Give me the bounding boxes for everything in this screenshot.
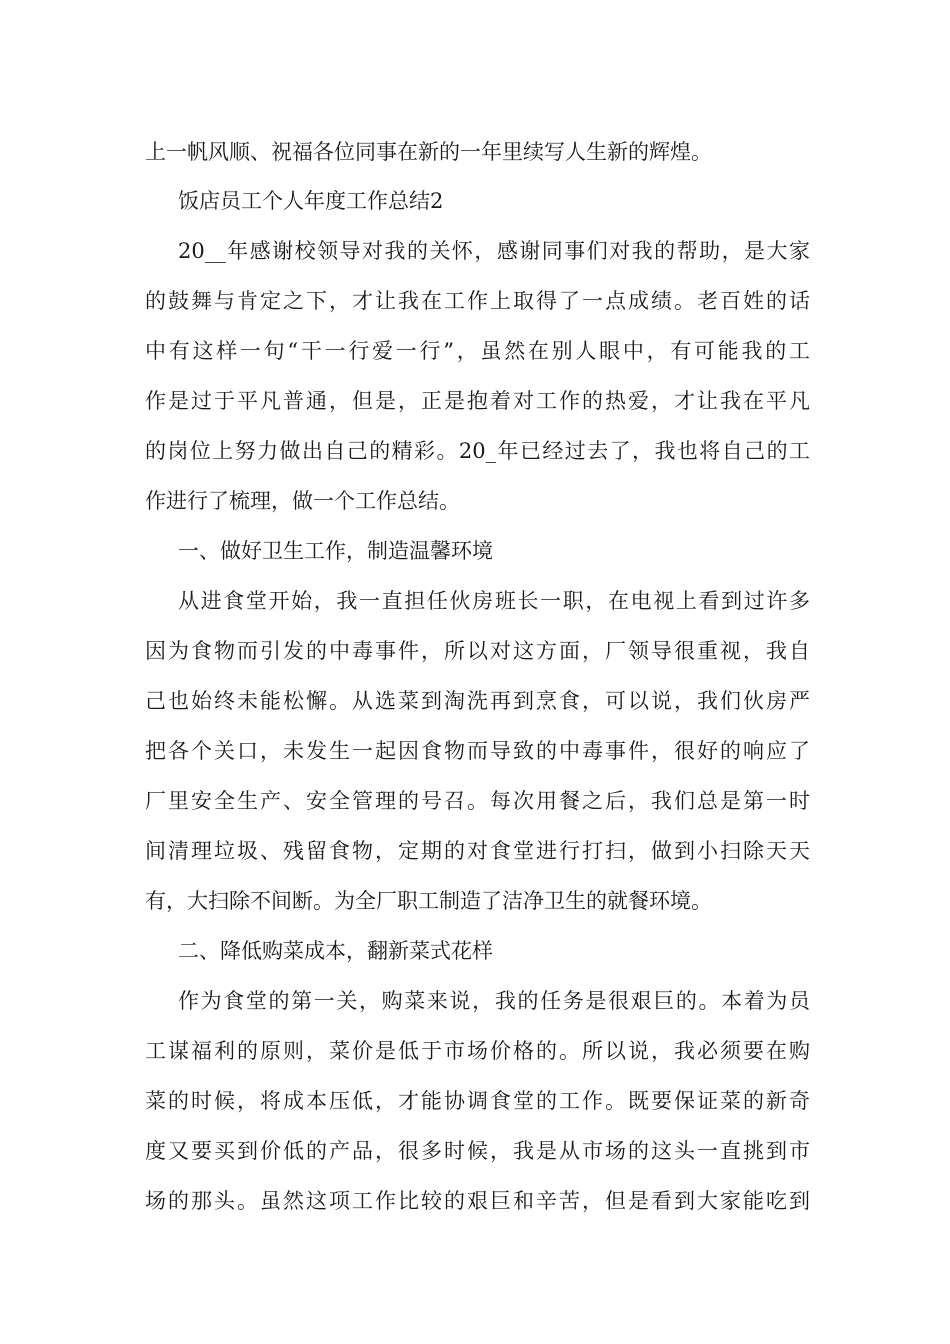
text-line: 作进行了梳理，做一个工作总结。: [145, 489, 460, 513]
text-line: 度又要买到价低的产品，很多时候，我是从市场的这头一直挑到市: [145, 1139, 810, 1163]
text-line: 的鼓舞与肯定之下，才让我在工作上取得了一点成绩。老百姓的话: [145, 289, 810, 313]
text-line: 己也始终未能松懈。从选菜到淘洗再到烹食，可以说，我们伙房严: [145, 689, 810, 713]
text-line: 场的那头。虽然这项工作比较的艰巨和辛苦，但是看到大家能吃到: [145, 1189, 810, 1213]
text-line: 把各个关口，未发生一起因食物而导致的中毒事件，很好的响应了: [145, 739, 810, 763]
text-line: 从进食堂开始，我一直担任伙房班长一职，在电视上看到过许多: [178, 589, 810, 613]
section-heading: 一、做好卫生工作，制造温馨环境: [178, 539, 493, 563]
text-line: 间清理垃圾、残留食物，定期的对食堂进行打扫，做到小扫除天天: [145, 839, 810, 863]
text-line: 中有这样一句“干一行爱一行”，虽然在别人眼中，有可能我的工: [145, 339, 810, 363]
text-line: 菜的时候，将成本压低，才能协调食堂的工作。既要保证菜的新奇: [145, 1089, 810, 1113]
text-line: 厂里安全生产、安全管理的号召。每次用餐之后，我们总是第一时: [145, 789, 810, 813]
text-line: 有，大扫除不间断。为全厂职工制造了洁净卫生的就餐环境。: [145, 889, 712, 913]
section-heading: 二、降低购菜成本，翻新菜式花样: [178, 939, 493, 963]
text-line: 作为食堂的第一关，购菜来说，我的任务是很艰巨的。本着为员: [178, 989, 810, 1013]
text-line: 的岗位上努力做出自己的精彩。20_年已经过去了，我也将自己的工: [145, 439, 810, 463]
section-title: 饭店员工个人年度工作总结2: [178, 189, 444, 213]
text-line: 因为食物而引发的中毒事件，所以对这方面，厂领导很重视，我自: [145, 639, 810, 663]
text-line: 作是过于平凡普通，但是，正是抱着对工作的热爱，才让我在平凡: [145, 389, 810, 413]
text-line: 工谋福利的原则，菜价是低于市场价格的。所以说，我必须要在购: [145, 1039, 810, 1063]
text-line: 上一帆风顺、祝福各位同事在新的一年里续写人生新的辉煌。: [145, 140, 712, 164]
text-line: 20__年感谢校领导对我的关怀，感谢同事们对我的帮助，是大家: [178, 239, 810, 263]
